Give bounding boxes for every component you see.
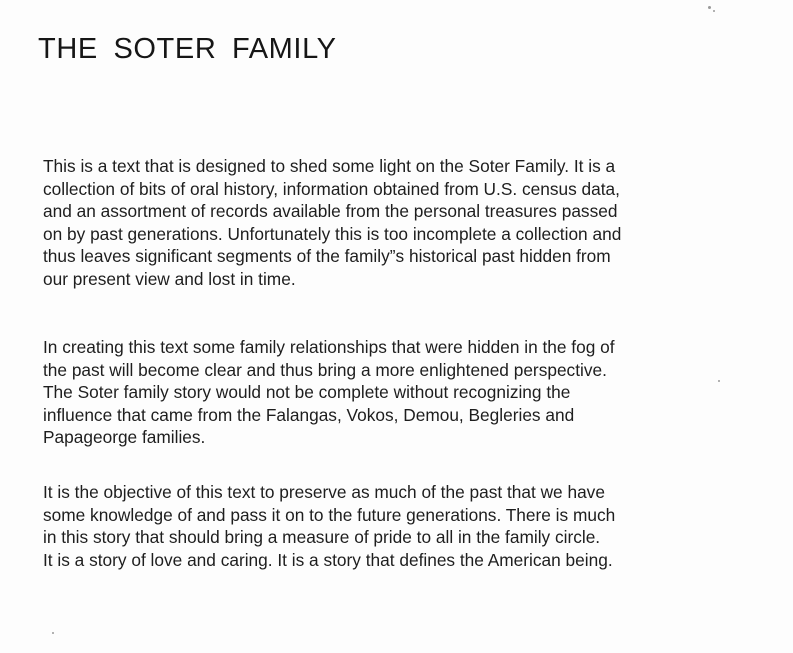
text-line: Papageorge families. — [43, 427, 206, 448]
text-line: It is the objective of this text to preserve as much of the past that we have — [43, 482, 605, 502]
text-line: In creating this text some family relationships that were hidden in the fog of — [43, 337, 615, 357]
text-line: in this story that should bring a measure of pride to all in the family circle. — [43, 527, 601, 548]
text-line: thus leaves significant segments of the family”s historical past hidden from — [43, 246, 611, 267]
paragraph-relationships — [43, 336, 615, 449]
text-line: and an assortment of records available from the personal treasures passed — [43, 201, 618, 222]
document-title: THE SOTER FAMILY — [38, 33, 337, 65]
text-line: influence that came from the Falangas, Vokos, Demou, Begleries and — [43, 404, 575, 425]
paragraph-introduction — [43, 155, 621, 291]
scan-speck — [52, 632, 54, 634]
text-line: on by past generations. Unfortunately this is too incomplete a collection and — [43, 223, 622, 244]
scan-speck — [718, 380, 720, 382]
text-line: The Soter family story would not be complete without recognizing the — [43, 382, 571, 403]
paragraph-objective — [43, 481, 615, 571]
text-line: the past will become clear and thus bring a more enlightened perspective. — [43, 359, 607, 380]
scan-speck — [708, 6, 711, 9]
text-line: This is a text that is designed to shed some light on the Soter Family. It is a — [43, 156, 616, 176]
text-line: collection of bits of oral history, information obtained from U.S. census data, — [43, 178, 620, 199]
text-line: some knowledge of and pass it on to the future generations. There is much — [43, 504, 616, 525]
scan-speck — [713, 10, 715, 12]
text-line: It is a story of love and caring. It is a story that defines the American being. — [43, 549, 613, 570]
text-line: our present view and lost in time. — [43, 268, 296, 289]
